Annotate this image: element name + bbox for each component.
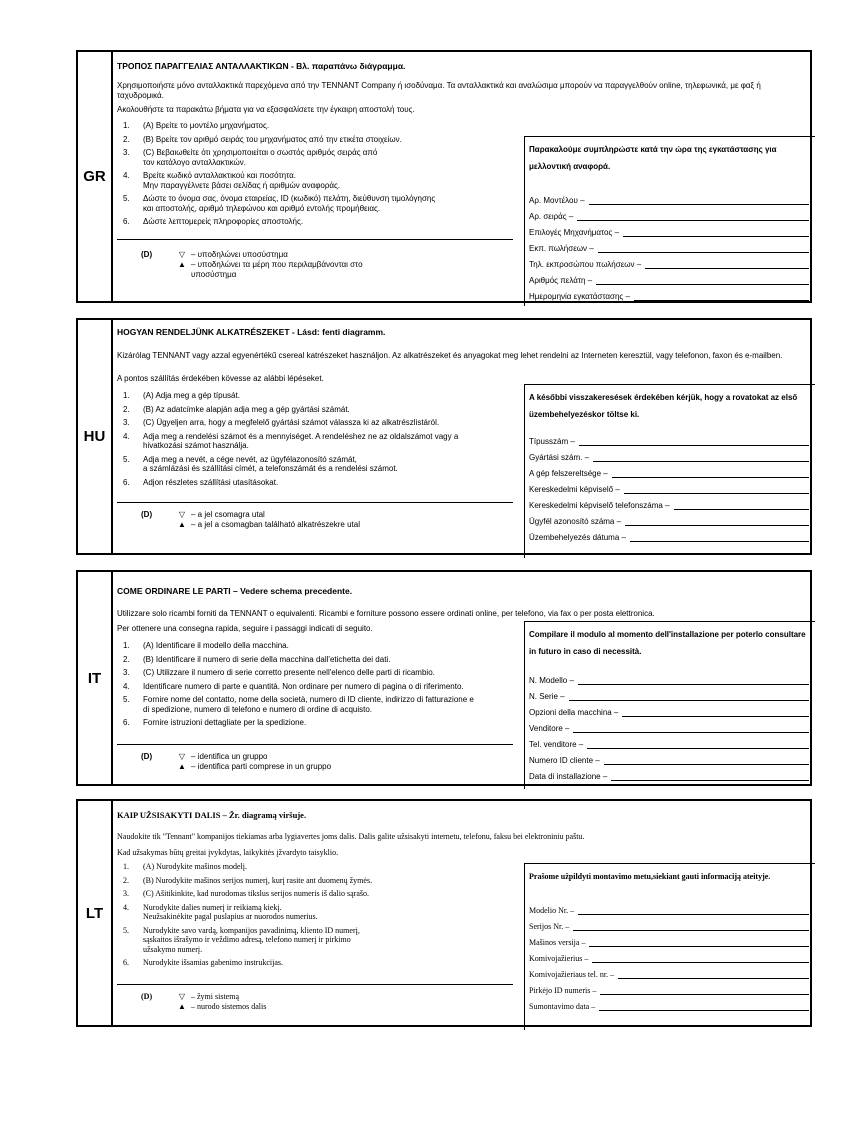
field-line[interactable] [589, 940, 809, 947]
list-item: 1. (A) Nurodykite mašinos modelį. [123, 862, 247, 871]
legend: (D) ▽ – a jel csomagra utal ▲ – a jel a csomagban található alkatrészekre utal [117, 510, 360, 530]
record-header: A későbbi visszakeresések érdekében kérjük, hogy a rovatokat az első üzembehelyezéskor töltse ki. [529, 393, 798, 419]
field-line[interactable] [612, 471, 809, 478]
list-item: 1. (A) Identificare il modello della macchina. [123, 641, 289, 650]
subsystem-icon: ▽ [178, 250, 186, 259]
field-line[interactable] [611, 774, 809, 781]
language-code: GR [78, 52, 113, 301]
field-line[interactable] [634, 294, 809, 301]
instruction-text: Kad užsakymas būtų greitai įvykdytas, laikykitės įžvardyto taisyklio. [117, 848, 339, 857]
record-field: N. Serie – [529, 685, 815, 701]
record-field: Komivojažierius – [529, 947, 815, 963]
record-field: Típusszám – [529, 430, 815, 446]
instruction-text: Ακολουθήστε τα παρακάτω βήματα για να εξασφαλίσετε την έγκαιρη αποστολή τους. [117, 105, 415, 114]
record-field: Pirkėjo ID numeris – [529, 979, 815, 995]
record-field: Gyártási szám. – [529, 446, 815, 462]
field-line[interactable] [674, 503, 809, 510]
record-field: Εκπ. πωλήσεων – [529, 237, 815, 253]
record-field: Kereskedelmi képviselő telefonszáma – [529, 494, 815, 510]
list-item: 4. Identificare numero di parte e quantità. Non ordinare per numero di pagina o di riferimento. [123, 681, 464, 691]
section-gr [76, 50, 812, 303]
system-icon: ▽ [178, 992, 186, 1001]
steps-list [117, 862, 522, 972]
field-line[interactable] [578, 908, 809, 915]
record-field: Αρ. σειράς – [529, 205, 815, 221]
legend: (D) ▽ – žymi sistemą ▲ – nurodo sistemos dalis [117, 992, 266, 1012]
record-field: Data di installazione – [529, 765, 815, 781]
field-line[interactable] [604, 758, 809, 765]
list-item: 5. Δώστε το όνομα σας, όνομα εταιρείας, ID (κωδικό) πελάτη, διεύθυνση τιμολόγησης και αποστολής, αριθμό τηλεφώνου και αριθμό εντολής προμήθειας. [123, 194, 436, 213]
list-item: 4. Nurodykite dalies numerį ir reikiamą kiekį. Neužsakinėkite pagal puslapius ar nuorodos numerius. [123, 902, 318, 921]
section-hu [76, 318, 812, 555]
field-line[interactable] [618, 972, 809, 979]
legend: (D) ▽ – identifica un gruppo ▲ – identifica parti comprese in un gruppo [117, 752, 331, 772]
list-item: 5. Nurodykite savo vardą, kompanijos pavadinimą, kliento ID numerį, sąskaitos išrašymo ir veždimo adresą, telefono numerį ir pirkimo užsakymo numerį. [123, 925, 360, 954]
record-box [524, 621, 815, 789]
subsystem-parts-icon: ▲ [178, 520, 186, 529]
field-line[interactable] [599, 1004, 809, 1011]
list-item: 2. (B) Az adatcímke alapján adja meg a gép gyártási számát. [123, 404, 350, 414]
steps-list [117, 391, 522, 491]
instruction-text: Per ottenere una consegna rapida, seguire i passaggi indicati di seguito. [117, 624, 373, 633]
field-line[interactable] [577, 214, 809, 221]
record-field: Kereskedelmi képviselő – [529, 478, 815, 494]
field-line[interactable] [573, 924, 809, 931]
divider [117, 239, 513, 240]
section-it [76, 570, 812, 786]
field-line[interactable] [593, 455, 809, 462]
subsystem-parts-icon: ▲ [178, 260, 186, 269]
intro-text: Utilizzare solo ricambi forniti da TENNANT o equivalenti. Ricambi e forniture possono essere ordinati online, per telefono, via fax o per posta elettronica. [117, 609, 655, 618]
list-item: 6. Adjon részletes szállítási utasításokat. [123, 477, 279, 487]
record-field: Modelio Nr. – [529, 899, 815, 915]
field-line[interactable] [589, 198, 809, 205]
record-field: Αρ. Μοντέλου – [529, 189, 815, 205]
list-item: 3. (C) Ašitikinkite, kad nurodomas tikslus serijos numeris iš dalio sąrašo. [123, 889, 369, 898]
field-line[interactable] [569, 694, 809, 701]
field-line[interactable] [624, 487, 809, 494]
field-line[interactable] [578, 678, 809, 685]
record-field: Serijos Nr. – [529, 915, 815, 931]
list-item: 5. Fornire nome del contatto, nome della società, numero di ID cliente, indirizzo di fatturazione e di spedizione, numero di telefono e numero di ordine di acquisto. [123, 695, 474, 714]
record-box [524, 384, 815, 558]
record-header: Compilare il modulo al momento dell'installazione per poterlo consultare in futuro in caso di necessità. [529, 630, 806, 656]
field-line[interactable] [596, 278, 809, 285]
list-item: 3. (C) Βεβαιωθείτε ότι χρησιμοποιείται ο σωστός αριθμός σειράς από τον κατάλογο ανταλλακτικών. [123, 148, 378, 167]
list-item: 4. Βρείτε κωδικό ανταλλακτικού και ποσότητα. Μην παραγγέλνετε βάσει σελίδας ή αριθμών αναφοράς. [123, 171, 341, 190]
list-item: 2. (B) Βρείτε τον αριθμό σειράς του μηχανήματος από την ετικέτα στοιχείων. [123, 134, 402, 144]
field-line[interactable] [587, 742, 809, 749]
field-line[interactable] [598, 246, 809, 253]
record-field: Τηλ. εκπροσώπου πωλήσεων – [529, 253, 815, 269]
record-field: A gép felszereltsége – [529, 462, 815, 478]
legend-label: (D) [141, 992, 153, 1001]
record-field: Ημερομηνία εγκατάστασης – [529, 285, 815, 301]
record-header: Παρακαλούμε συμπληρώστε κατά την ώρα της εγκατάστασης για μελλοντική αναφορά. [529, 145, 777, 171]
record-field: N. Modello – [529, 669, 815, 685]
list-item: 4. Adja meg a rendelési számot és a mennyiséget. A rendeléshez ne az oldalszámot vagy a hivatkozási számot használja. [123, 431, 459, 450]
record-field: Üzembehelyezés dátuma – [529, 526, 815, 542]
record-field: Tel. venditore – [529, 733, 815, 749]
record-field: Αριθμός πελάτη – [529, 269, 815, 285]
record-field: Mašinos versija – [529, 931, 815, 947]
section-title: KAIP UŽSISAKYTI DALIS – Žr. diagramą viršuje. [117, 810, 307, 820]
divider [117, 744, 513, 745]
field-line[interactable] [623, 230, 809, 237]
divider [117, 502, 513, 503]
section-lt [76, 799, 812, 1027]
field-line[interactable] [579, 439, 809, 446]
list-item: 1. (A) Βρείτε το μοντέλο μηχανήματος. [123, 121, 270, 130]
record-field: Επιλογές Μηχανήματος – [529, 221, 815, 237]
intro-text: Kizárólag TENNANT vagy azzal egyenértékű csereal katrészeket használjon. Az alkatrészeket és anyagokat meg lehet rendelni az Interneten keresztül, vagy telefonon, faxon és e-mailben. [117, 351, 783, 360]
intro-text: Naudokite tik "Tennant" kompanijos tiekiamas arba lygiavertes joms dalis. Dalis galite užsisakyti internetu, telefonu, faksu bei elektroniniu paštu. [117, 832, 585, 841]
field-line[interactable] [600, 988, 809, 995]
group-parts-icon: ▲ [178, 762, 186, 771]
section-title: HOGYAN RENDELJÜNK ALKATRÉSZEKET - Lásd: fenti diagramm. [117, 327, 386, 337]
list-item: 3. (C) Ügyeljen arra, hogy a megfelelő gyártási számot válassza ki az alkatrészlistáról. [123, 418, 440, 427]
record-box [524, 863, 815, 1030]
legend-label: (D) [141, 510, 153, 519]
record-header: Prašome užpildyti montavimo metu,siekiant gauti informaciją ateityje. [529, 872, 771, 881]
list-item: 2. (B) Nurodykite mašinos serijos numerį, kurį rasite ant duomenų žymės. [123, 875, 373, 885]
language-code: HU [78, 320, 113, 553]
legend-label: (D) [141, 250, 153, 259]
record-field: Sumontavimo data – [529, 995, 815, 1011]
list-item: 3. (C) Utilizzare il numero di serie corretto presente nell'elenco delle parti di ricambio. [123, 668, 435, 677]
language-code: LT [78, 801, 113, 1025]
section-title: COME ORDINARE LE PARTI – Vedere schema precedente. [117, 586, 353, 596]
steps-list [117, 641, 522, 732]
record-field: Opzioni della macchina – [529, 701, 815, 717]
list-item: 2. (B) Identificare il numero di serie della macchina dall'etichetta dei dati. [123, 654, 391, 664]
language-code: IT [78, 572, 113, 784]
group-icon: ▽ [178, 752, 186, 761]
instruction-text: A pontos szállítás érdekében kövesse az alábbi lépéseket. [117, 374, 324, 383]
field-line[interactable] [573, 726, 809, 733]
legend: (D) ▽ – υποδηλώνει υποσύστημα ▲ – υποδηλώνει τα μέρη που περιλαμβάνονται στο υποσύστημα [117, 250, 363, 280]
divider [117, 984, 513, 985]
list-item: 6. Δώστε λεπτομερείς πληροφορίες αποστολής. [123, 217, 304, 226]
list-item: 1. (A) Adja meg a gép típusát. [123, 391, 240, 400]
field-line[interactable] [645, 262, 809, 269]
record-box [524, 136, 815, 306]
legend-label: (D) [141, 752, 153, 761]
field-line[interactable] [622, 710, 809, 717]
section-title: ΤΡΟΠΟΣ ΠΑΡΑΓΓΕΛΙΑΣ ΑΝΤΑΛΛΑΚΤΙΚΩΝ - Βλ. παραπάνω διάγραμμα. [117, 61, 406, 71]
list-item: 6. Nurodykite išsamias gabenimo instrukcijas. [123, 958, 283, 967]
record-field: Ügyfél azonosító száma – [529, 510, 815, 526]
record-field: Numero ID cliente – [529, 749, 815, 765]
list-item: 5. Adja meg a nevét, a cége nevét, az ügyfélazonosító számát, a számlázási és szállítási címét, a telefonszámát és a rendelési számot. [123, 454, 398, 473]
field-line[interactable] [625, 519, 809, 526]
steps-list [117, 121, 522, 231]
record-field: Venditore – [529, 717, 815, 733]
subsystem-icon: ▽ [178, 510, 186, 519]
intro-text: Χρησιμοποιήστε μόνο ανταλλακτικά παρεχόμενα από την TENNANT Company ή ισοδύναμα. Τα ανταλλακτικά και αναλώσιμα μπορούν να παραγγελθούν online, τηλεφωνικά, με φαξ ή ταχυδρομικά. [117, 81, 761, 100]
system-parts-icon: ▲ [178, 1002, 186, 1011]
field-line[interactable] [630, 535, 809, 542]
field-line[interactable] [592, 956, 809, 963]
record-field: Komivojažieriaus tel. nr. – [529, 963, 815, 979]
list-item: 6. Fornire istruzioni dettagliate per la spedizione. [123, 718, 307, 727]
